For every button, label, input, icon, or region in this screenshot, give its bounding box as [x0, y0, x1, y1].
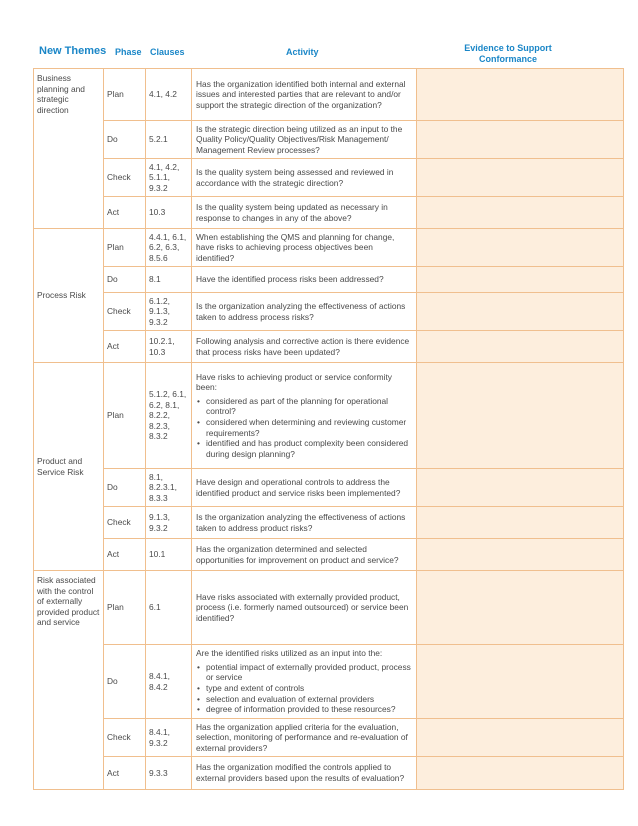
- table-row: [34, 69, 624, 121]
- clauses-cell: 4.4.1, 6.1, 6.2, 6.3, 8.5.6: [146, 229, 192, 267]
- phase-cell: Do: [104, 267, 146, 293]
- phase-cell: Check: [104, 159, 146, 197]
- evidence-cell[interactable]: [417, 121, 624, 159]
- activity-cell: When establishing the QMS and planning for change, have risks to achieving process objectives been identified?: [192, 229, 417, 267]
- activity-cell: [192, 645, 417, 719]
- header-evidence: Evidence to Support Conformance: [464, 43, 552, 64]
- activity-lead: Are the identified risks utilized as an input into the:: [196, 648, 383, 659]
- evidence-cell[interactable]: [417, 293, 624, 331]
- evidence-cell[interactable]: [417, 719, 624, 757]
- phase-cell: Check: [104, 719, 146, 757]
- table-row: [34, 293, 624, 331]
- bullet-item: • selection and evaluation of external providers: [196, 694, 412, 705]
- activity-cell: Is the strategic direction being utilized as an input to the Quality Policy/Quality Objectives/Risk Management/ Management Review processes?: [192, 121, 417, 159]
- theme-cell: Product and Service Risk: [34, 363, 104, 571]
- activity-bullets: [196, 662, 412, 715]
- evidence-cell[interactable]: [417, 363, 624, 469]
- audit-table: [33, 68, 624, 790]
- clauses-cell: 4.1, 4.2: [146, 69, 192, 121]
- activity-cell: Have design and operational controls to address the identified product and service risks been implemented?: [192, 469, 417, 507]
- bullet-item: • considered as part of the planning for operational control?: [196, 396, 412, 417]
- activity-cell: Has the organization determined and selected opportunities for improvement on product and service?: [192, 539, 417, 571]
- activity-cell: [192, 363, 417, 469]
- clauses-cell: 4.1, 4.2, 5.1.1, 9.3.2: [146, 159, 192, 197]
- phase-cell: Plan: [104, 69, 146, 121]
- activity-cell: Has the organization modified the controls applied to external providers based upon the results of evaluation?: [192, 757, 417, 790]
- clauses-cell: 10.2.1, 10.3: [146, 331, 192, 363]
- header-phase: Phase: [115, 47, 142, 57]
- theme-cell: Business planning and strategic direction: [34, 69, 104, 229]
- table-row: [34, 267, 624, 293]
- evidence-cell[interactable]: [417, 267, 624, 293]
- activity-cell: Is the quality system being assessed and reviewed in accordance with the strategic direction?: [192, 159, 417, 197]
- phase-cell: Plan: [104, 571, 146, 645]
- table-row: [34, 507, 624, 539]
- table-row: [34, 539, 624, 571]
- activity-cell: Is the organization analyzing the effectiveness of actions taken to address process risks?: [192, 293, 417, 331]
- evidence-cell[interactable]: [417, 507, 624, 539]
- table-row: [34, 121, 624, 159]
- phase-cell: Act: [104, 331, 146, 363]
- theme-cell: Risk associated with the control of externally provided product and service: [34, 571, 104, 790]
- evidence-cell[interactable]: [417, 757, 624, 790]
- bullet-item: • identified and has product complexity been considered during design planning?: [196, 438, 412, 459]
- phase-cell: Plan: [104, 363, 146, 469]
- header-clauses: Clauses: [150, 47, 185, 57]
- evidence-cell[interactable]: [417, 197, 624, 229]
- theme-cell: Process Risk: [34, 229, 104, 363]
- activity-bullets: [196, 396, 412, 460]
- table-row: [34, 757, 624, 790]
- activity-cell: Has the organization applied criteria for the evaluation, selection, monitoring of performance and re-evaluation of external providers?: [192, 719, 417, 757]
- clauses-cell: 8.4.1, 8.4.2: [146, 645, 192, 719]
- activity-cell: Is the organization analyzing the effectiveness of actions taken to address product risks?: [192, 507, 417, 539]
- activity-cell: Have risks associated with externally provided product, process (i.e. formerly named outsourced) or service been identified?: [192, 571, 417, 645]
- evidence-cell[interactable]: [417, 331, 624, 363]
- phase-cell: Act: [104, 197, 146, 229]
- phase-cell: Act: [104, 539, 146, 571]
- table-row: [34, 331, 624, 363]
- phase-cell: Do: [104, 645, 146, 719]
- bullet-item: • considered when determining and reviewing customer requirements?: [196, 417, 412, 438]
- evidence-cell[interactable]: [417, 159, 624, 197]
- table-row: [34, 719, 624, 757]
- table-row: [34, 645, 624, 719]
- clauses-cell: 10.3: [146, 197, 192, 229]
- evidence-cell[interactable]: [417, 229, 624, 267]
- table-row: [34, 229, 624, 267]
- table-row: [34, 571, 624, 645]
- evidence-cell[interactable]: [417, 469, 624, 507]
- clauses-cell: 6.1: [146, 571, 192, 645]
- phase-cell: Act: [104, 757, 146, 790]
- bullet-item: • type and extent of controls: [196, 683, 412, 694]
- phase-cell: Plan: [104, 229, 146, 267]
- evidence-cell[interactable]: [417, 645, 624, 719]
- clauses-cell: 10.1: [146, 539, 192, 571]
- clauses-cell: 5.1.2, 6.1, 6.2, 8.1, 8.2.2, 8.2.3, 8.3.2: [146, 363, 192, 469]
- phase-cell: Do: [104, 121, 146, 159]
- activity-cell: Have the identified process risks been addressed?: [192, 267, 417, 293]
- clauses-cell: 8.1, 8.2.3.1, 8.3.3: [146, 469, 192, 507]
- phase-cell: Check: [104, 293, 146, 331]
- evidence-cell[interactable]: [417, 539, 624, 571]
- table-row: [34, 363, 624, 469]
- phase-cell: Do: [104, 469, 146, 507]
- table-row: [34, 159, 624, 197]
- header-themes: New Themes: [39, 45, 107, 57]
- bullet-item: • potential impact of externally provided product, process or service: [196, 662, 412, 683]
- clauses-cell: 9.3.3: [146, 757, 192, 790]
- table-header: [33, 38, 623, 68]
- table-row: [34, 197, 624, 229]
- clauses-cell: 8.1: [146, 267, 192, 293]
- bullet-item: • degree of information provided to these resources?: [196, 704, 412, 715]
- evidence-cell[interactable]: [417, 69, 624, 121]
- clauses-cell: 9.1.3, 9.3.2: [146, 507, 192, 539]
- evidence-cell[interactable]: [417, 571, 624, 645]
- activity-cell: Has the organization identified both internal and external issues and interested parties that are relevant to and/or support the strategic direction of the organization?: [192, 69, 417, 121]
- activity-lead: Have risks to achieving product or service conformity been:: [196, 371, 392, 393]
- clauses-cell: 5.2.1: [146, 121, 192, 159]
- table-row: [34, 469, 624, 507]
- activity-cell: Following analysis and corrective action is there evidence that process risks have been updated?: [192, 331, 417, 363]
- clauses-cell: 6.1.2, 9.1.3, 9.3.2: [146, 293, 192, 331]
- activity-cell: Is the quality system being updated as necessary in response to changes in any of the above?: [192, 197, 417, 229]
- clauses-cell: 8.4.1, 9.3.2: [146, 719, 192, 757]
- phase-cell: Check: [104, 507, 146, 539]
- header-activity: Activity: [286, 47, 319, 57]
